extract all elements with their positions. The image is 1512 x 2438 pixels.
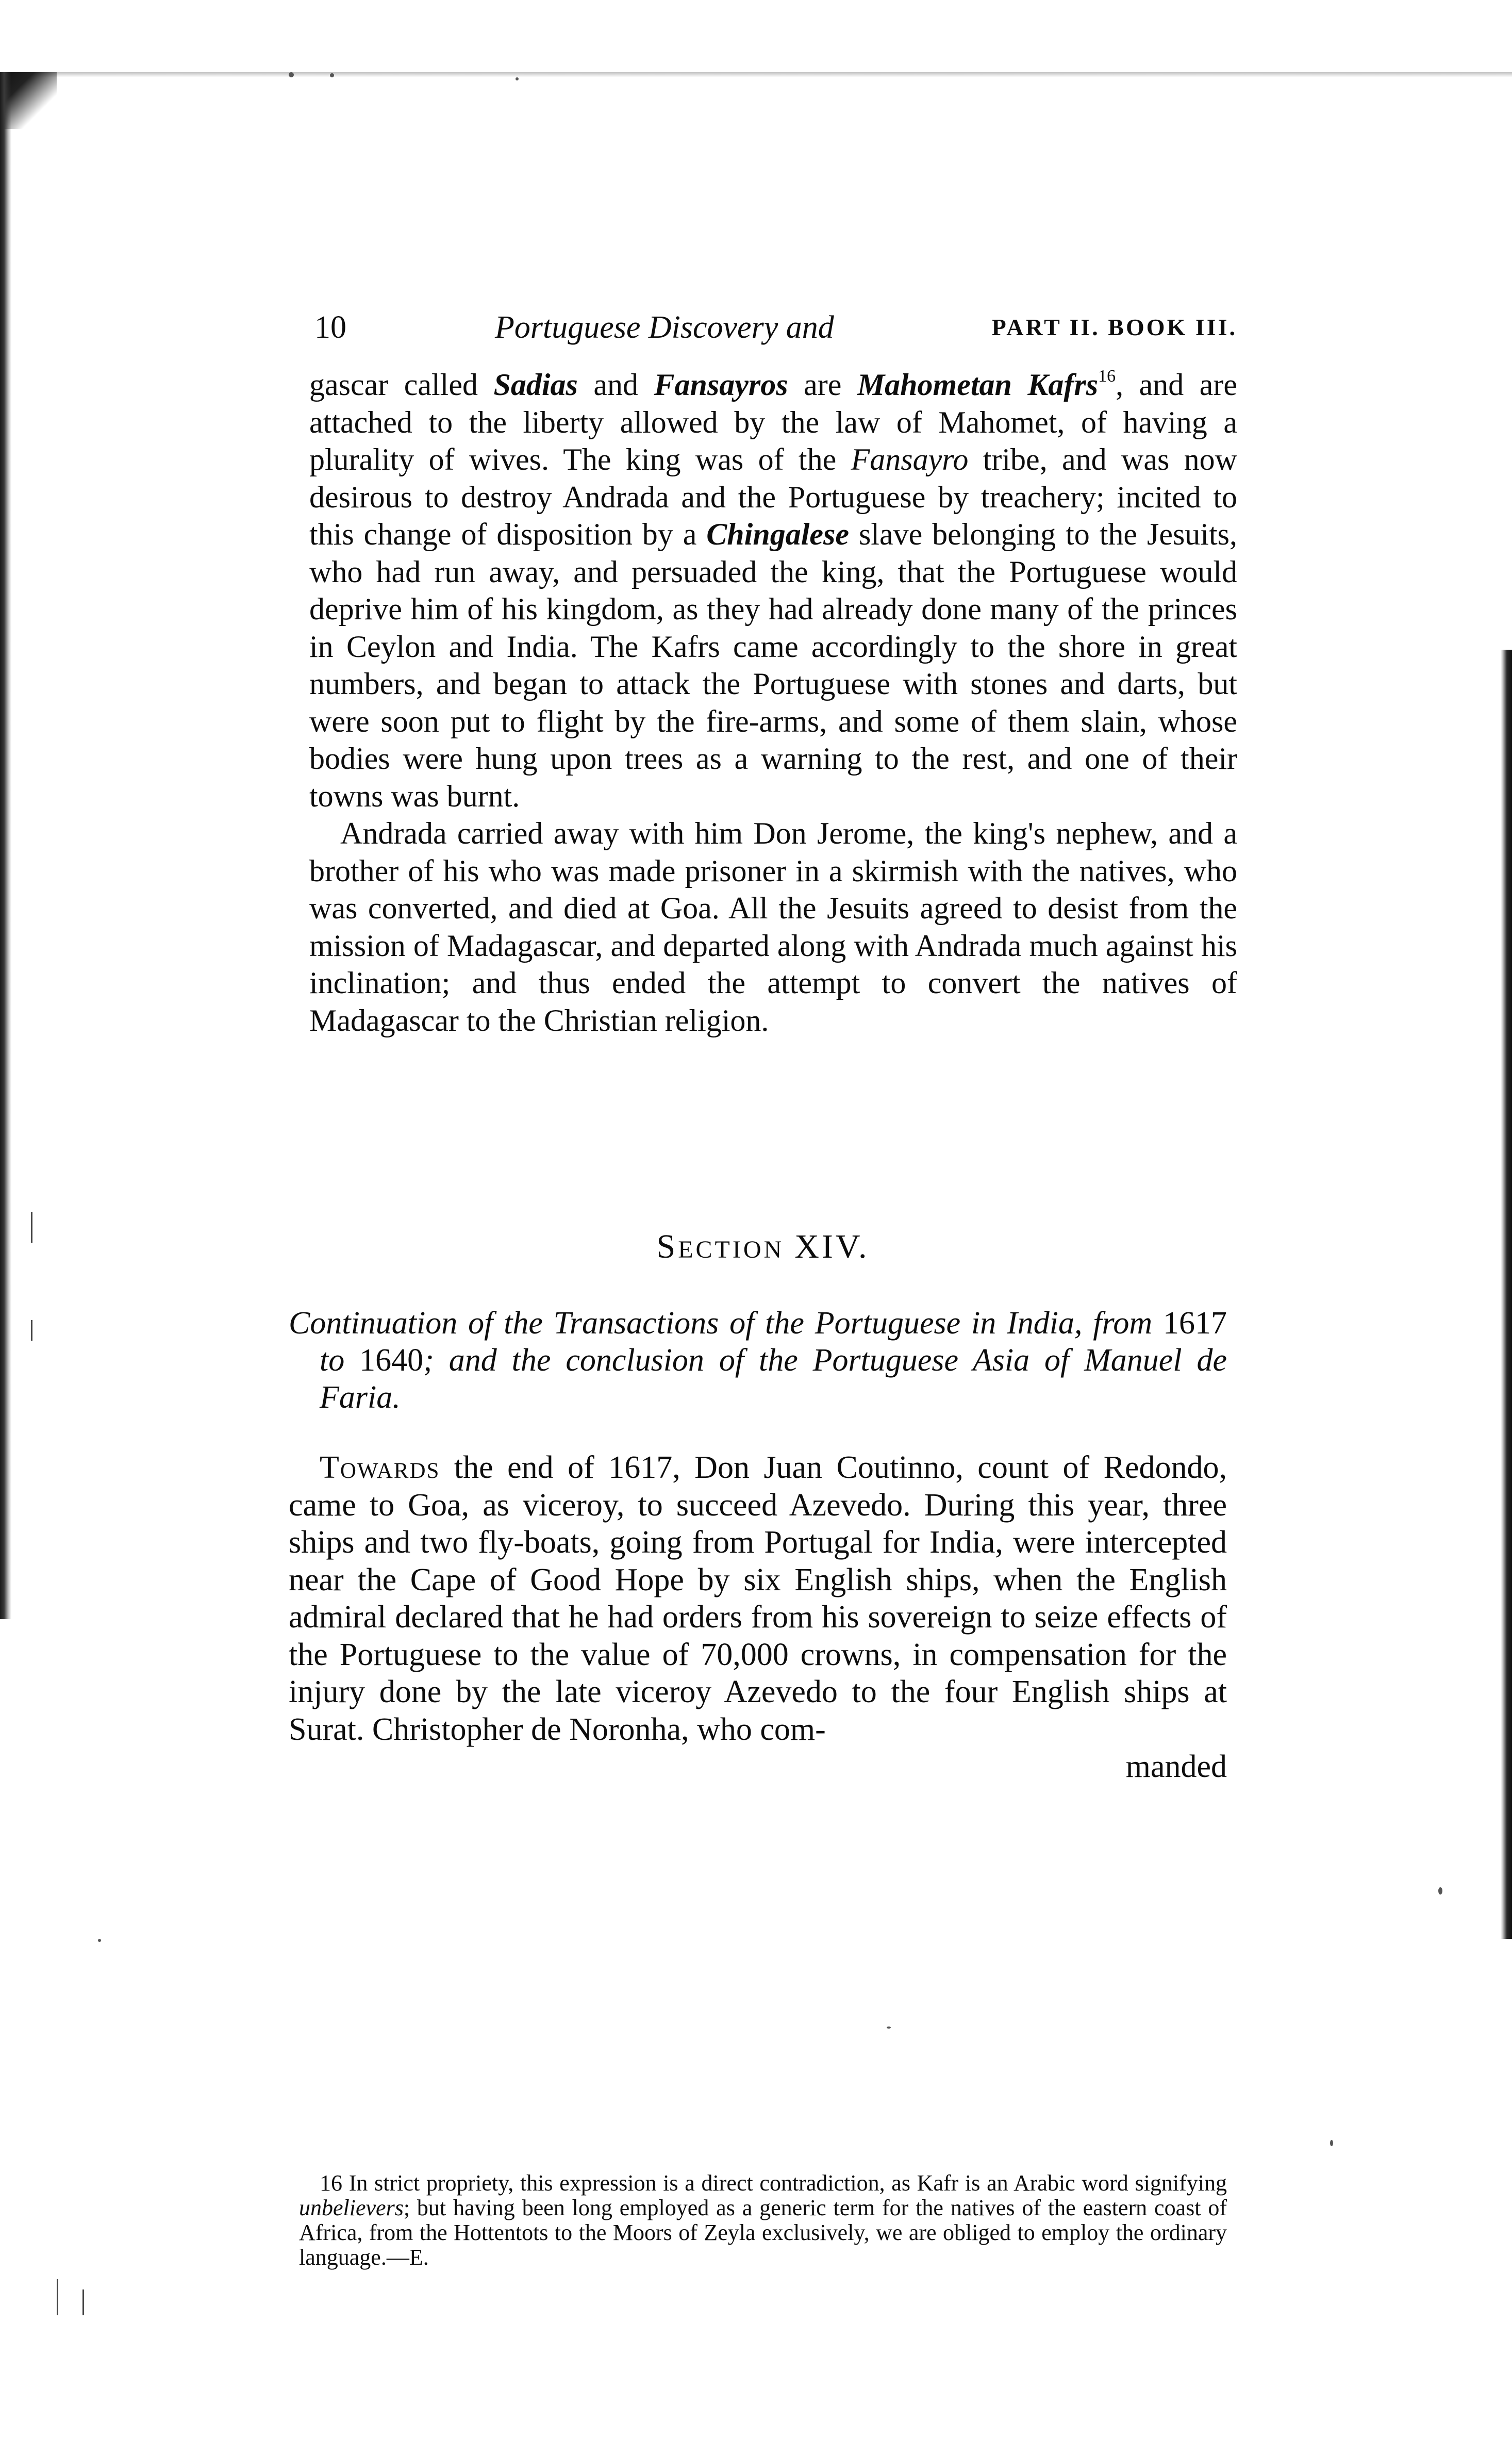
paragraph-towards (289, 1449, 1227, 1748)
scan-edge-top (0, 72, 1512, 77)
page-number: 10 (314, 310, 346, 345)
heading-word: ECTION (678, 1236, 785, 1263)
text-run: are (788, 368, 857, 402)
section-body (289, 1449, 1227, 1786)
text-run: tribe, and was now desirous to destroy Andrada and the Portuguese by treachery; incited to this change of disposition by a (309, 442, 1237, 551)
scan-mark (31, 1212, 32, 1243)
footnote-16 (299, 2171, 1227, 2270)
scan-mark (31, 1320, 32, 1341)
subtitle-year: 1640 (359, 1343, 424, 1378)
italic-term: Fansayro (851, 442, 969, 476)
italic-term: unbelievers (299, 2195, 404, 2220)
text-run: the end of 1617, Don Juan Coutinno, count of Redondo, came to Goa, as viceroy, to succeed Azevedo. During this year, three ships and two fly-boats, going from Portugal for India, were intercepted near the Cape of Good Hope by six English ships, when the English admiral declared that he had orders from his sovereign to seize effects of the Portuguese to the value of 70,000 crowns, in compensation for the injury done by the late viceroy Azevedo to the four English ships at Surat. Christopher de Noronha, who com- (289, 1450, 1227, 1747)
section-subtitle (289, 1305, 1227, 1416)
footnote (299, 2171, 1227, 2270)
text-run: slave belonging to the Jesuits, who had run away, and persuaded the king, that the Portuguese would deprive him of his kingdom, as they had already done many of the princes in Ceylon and India. The Kafrs came accordingly to the shore in great numbers, and began to attack the Portuguese with stones and darts, but were soon put to flight by the fire-arms, and some of them slain, whose bodies were hung upon trees as a warning to the rest, and one of their towns was burnt. (309, 517, 1237, 813)
italic-term: Fansayros (654, 368, 788, 402)
italic-term: Chingalese (706, 517, 849, 551)
text-run: , and are attached to the liberty allowed by the law of Mahomet, of having a plurality of wives. The king was of the (309, 368, 1237, 476)
body-text (309, 366, 1237, 1039)
footnote-text: ; but having been long employed as a generic term for the natives of the eastern coast of Africa, from the Hottentots to the Moors of Zeyla exclusively, we are obliged to employ the ordinary language.—E. (299, 2195, 1227, 2270)
catchword: manded (1125, 1749, 1227, 1784)
scan-mark (57, 2279, 58, 2315)
paragraph-continuation (309, 366, 1237, 815)
subtitle-text: ; and the conclusion of the Portuguese Asia of Manuel de Faria. (320, 1343, 1227, 1415)
paragraph-andrada: Andrada carried away with him Don Jerome, the king's nephew, and a brother of his who was made prisoner in a skirmish with the natives, who was converted, and died at Goa. All the Jesuits agreed to desist from the mission of Madagascar, and departed along with Andrada much against his inclination; and thus ended the attempt to convert the natives of Madagascar to the Christian religion. (309, 816, 1237, 1037)
subtitle-year: 1617 (1163, 1306, 1227, 1341)
page-header (289, 304, 1237, 351)
heading-number: XIV. (794, 1228, 870, 1265)
section-heading (289, 1227, 1237, 1266)
scan-edge-right (1501, 650, 1512, 1939)
subtitle-text: to (320, 1343, 360, 1378)
heading-initial: S (656, 1228, 678, 1265)
text-run: gascar called (309, 368, 494, 402)
italic-term: Sadias (493, 368, 578, 402)
footnote-ref: 16 (1098, 367, 1116, 386)
subtitle-text: Continuation of the Transactions of the Portuguese in India, from (289, 1306, 1163, 1341)
italic-term: Mahometan Kafrs (857, 368, 1099, 402)
scan-mark (82, 2289, 84, 2315)
text-run: and (577, 368, 654, 402)
book-label: PART II. BOOK III. (991, 314, 1237, 340)
lead-word: Towards (320, 1450, 440, 1485)
book-page (289, 304, 1237, 2270)
footnote-text: 16 In strict propriety, this expression is a direct contradiction, as Kafr is an Arabic word signifying (320, 2170, 1227, 2196)
running-title: Portuguese Discovery and (495, 310, 834, 345)
scan-edge-left (0, 72, 11, 1619)
